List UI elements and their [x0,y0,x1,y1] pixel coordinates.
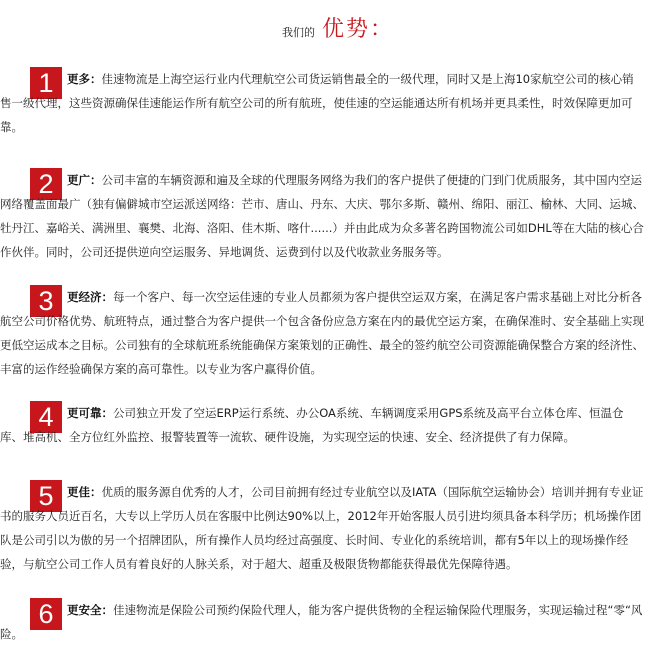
advantage-body: 每一个客户、每一次空运佳速的专业人员都须为客户提供空运双方案，在满足客户需求基础上对比分析各航空公司价格优势、航班特点，通过整合为客户提供一个包含备份应急方案在内的最优空运方案，在确保准时、安全基础上实现更低空运成本之目标。公司独有的全球航班系统能确保方案策划的正确性、最全的签约航空公司资源能确保整合方案的经济性、丰富的运作经验确保方案的高可靠性。以专业为客户赢得价值。 [0,290,644,376]
advantage-body: 公司丰富的车辆资源和遍及全球的代理服务网络为我们的客户提供了便捷的门到门优质服务，其中国内空运网络覆盖面最广（独有偏僻城市空运派送网络：芒市、唐山、丹东、大庆、鄂尔多斯、赣州、绵阳、丽江、榆林、大同、运城、牡丹江、嘉峪关、满洲里、襄樊、北海、洛阳、佳木斯、喀什......）并由此成为众多著名跨国物流公司如DHL等在大陆的核心合作伙伴。同时，公司还提供逆向空运服务、异地调货、运费到付以及代收款业务服务等。 [0,173,644,259]
advantage-keyword: 更安全： [67,603,113,617]
advantage-text [0,67,645,139]
advantage-keyword: 更经济： [67,290,113,304]
advantage-body: 优质的服务源自优秀的人才，公司目前拥有经过专业航空以及IATA（国际航空运输协会）培训并拥有专业证书的服务人员近百名，大专以上学历人员在客服中比例达90%以上，2012年开始客服人员引进均须具备本科学历；机场操作团队是公司引以为傲的另一个招牌团队，所有操作人员均经过高强度、长时间、专业化的系统培训，都有5年以上的现场操作经验，与航空公司工作人员有着良好的人脉关系，对于超大、超重及极限货物都能获得最优先保障待遇。 [0,485,644,571]
number-badge: 1 [30,67,62,99]
number-badge: 6 [30,598,62,630]
advantage-keyword: 更可靠： [67,406,113,420]
advantage-body: 佳速物流是上海空运行业内代理航空公司货运销售最全的一级代理，同时又是上海10家航空公司的核心销售一级代理，这些资源确保佳速能运作所有航空公司的所有航班，使佳速的空运能通达所有机场并更具柔性，时效保障更加可靠。 [0,72,634,134]
number-badge: 3 [30,285,62,317]
advantage-body: 公司独立开发了空运ERP运行系统、办公OA系统、车辆调度采用GPS系统及高平台立体仓库、恒温仓库、堆高机、全方位红外监控、报警装置等一流软、硬件设施，为实现空运的快速、安全、经济提供了有力保障。 [0,406,624,444]
page-title [0,10,650,44]
title-prefix: 我们的 [282,26,315,39]
advantage-keyword: 更广： [67,173,102,187]
advantage-text [0,598,645,646]
advantage-keyword: 更佳： [67,485,102,499]
advantage-text [0,480,645,576]
number-badge: 4 [30,401,62,433]
advantage-text [0,401,645,449]
number-badge: 5 [30,480,62,512]
title-main: 优势： [322,17,395,42]
advantage-text [0,168,645,264]
number-badge: 2 [30,168,62,200]
advantage-body: 佳速物流是保险公司预约保险代理人，能为客户提供货物的全程运输保险代理服务，实现运输过程“零“风险。 [0,603,643,641]
advantage-keyword: 更多： [67,72,102,86]
advantage-text [0,285,645,381]
